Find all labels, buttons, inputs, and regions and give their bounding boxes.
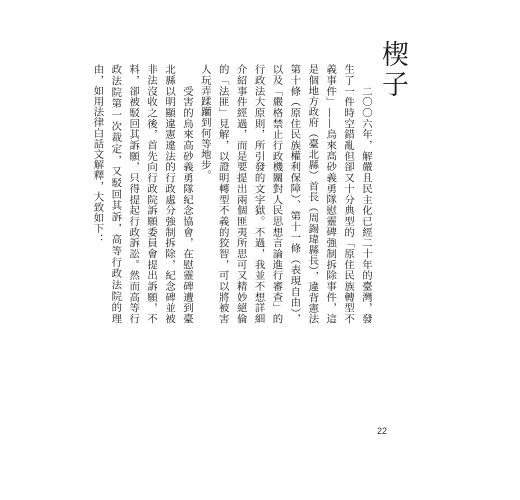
- body-paragraph: 二〇〇六年，解嚴且民主化已經二十年的臺灣，發生了一件時空錯亂但卻又十分典型的「原住民族轉型不義事件」——烏來高砂義勇隊慰靈碑強制拆除事件，這是個地方政府（臺北縣）首長（周錫瑋縣長），違背憲法第十條（原住民族權利保障）、第十一條（表現自由），以及「嚴格禁止行政機關對人民思想言論進行審查」的行政法大原則，所引發的文字獄。不過，我並不想詳細介紹事件經過，而是要提出兩個匪夷所思可又精妙絕倫的「法匪」見解，以證明轉型不義的狡智，可以將被害人玩弄蹂躪到何等地步。: [198, 64, 372, 324]
- chapter-title: 楔子: [377, 40, 408, 100]
- page-number: 22: [377, 426, 388, 436]
- body-paragraph: 受害的烏來高砂義勇隊紀念協會，在慰靈碑遭到臺北縣以明顯違憲違法的行政處分強制拆除，紀念碑並被非法沒收之後，首先向行政院訴願委員會提出訴願，不料，卻被駁回其訴願，只得提起行政訴訟。然而高等行政法院第一次裁定，又駁回其訴，高等行政法院的理由，如用法律白話文解釋，大致如下：: [91, 64, 193, 324]
- chapter-body: [91, 64, 374, 324]
